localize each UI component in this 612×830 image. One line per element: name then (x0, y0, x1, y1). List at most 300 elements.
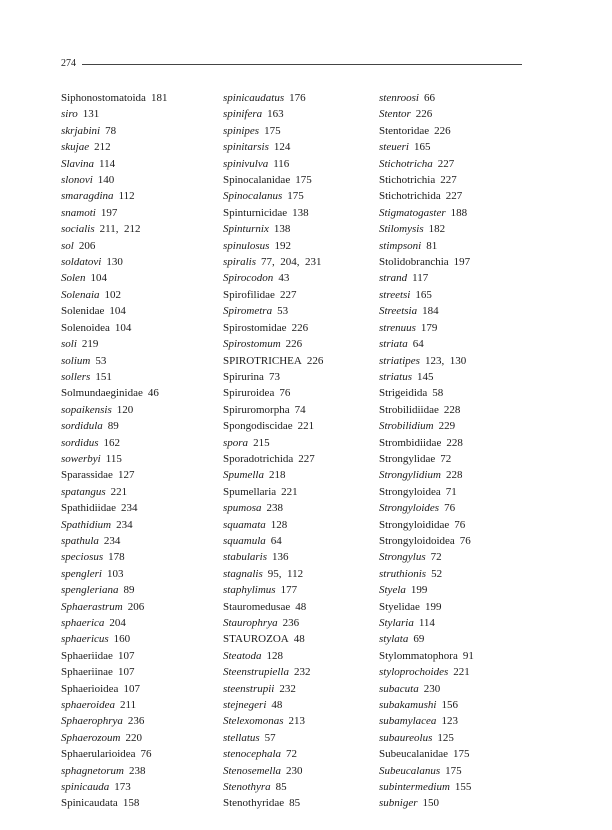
index-entry (379, 648, 539, 664)
index-term: slonovi (61, 174, 93, 187)
index-entry (61, 336, 221, 352)
index-entry (61, 746, 221, 762)
index-term: spengleri (61, 567, 102, 580)
index-page-refs: 232 (279, 682, 296, 695)
index-term: squamula (223, 534, 266, 547)
index-page-refs: 213 (288, 715, 305, 728)
index-term: spengleriana (61, 584, 119, 597)
index-term: Stenosemella (223, 764, 282, 777)
index-term: Strobilidium (379, 420, 434, 433)
index-term: Steatoda (223, 649, 262, 662)
index-entry (61, 484, 221, 500)
index-entry (379, 156, 539, 172)
index-page-refs: 206 (78, 239, 96, 252)
index-term: Spirurina (223, 370, 264, 383)
index-term: solium (61, 354, 91, 367)
index-entry (379, 221, 539, 237)
index-page-refs: 91 (462, 649, 474, 662)
index-page-refs: 221 (297, 420, 315, 433)
index-entry (223, 106, 383, 122)
index-entry (61, 320, 221, 336)
index-entry (379, 795, 539, 811)
index-entry (223, 435, 383, 451)
index-page-refs: 128 (266, 649, 283, 662)
index-term: spinivulva (223, 157, 269, 170)
index-term: sphaerica (61, 617, 105, 629)
index-entry (379, 599, 539, 615)
index-page-refs: 175 (453, 748, 470, 761)
index-page-refs: 64 (270, 534, 282, 547)
index-term: Styela (379, 584, 406, 597)
index-entry (61, 730, 221, 746)
index-term: spinicauda (61, 781, 110, 794)
index-term: Strongyloidea (379, 485, 441, 498)
index-page-refs: 72 (286, 748, 298, 761)
index-term: striatus (379, 370, 413, 383)
index-entry (61, 615, 221, 631)
index-term: Spumella (223, 469, 264, 482)
index-term: sordidula (61, 420, 103, 433)
index-term: Spinocalanidae (223, 174, 291, 187)
index-term: Staurophrya (223, 617, 278, 629)
index-term: subintermedium (379, 781, 450, 794)
index-page-refs: 227 (279, 288, 297, 301)
index-entry (61, 385, 221, 401)
index-page-refs: 236 (282, 617, 300, 629)
index-page-refs: 228 (445, 469, 463, 482)
index-term: Spumellaria (223, 485, 277, 498)
index-term: Strongylidae (379, 452, 436, 465)
index-term: staphylimus (223, 584, 276, 597)
index-entry (379, 697, 539, 713)
index-page-refs: 155 (454, 781, 472, 794)
index-term: skrjabini (61, 124, 101, 137)
index-page-refs: 234 (121, 502, 138, 515)
index-page-refs: 85 (275, 781, 287, 794)
index-entry (223, 320, 383, 336)
index-page-refs: 123 (441, 715, 458, 728)
index-entry (61, 664, 221, 680)
index-entry (223, 254, 383, 270)
index-entry (61, 106, 221, 122)
index-page-refs: 232 (294, 666, 311, 679)
index-page-refs: 175 (445, 764, 462, 777)
index-entry (61, 172, 221, 188)
index-page-refs: 236 (127, 715, 145, 728)
index-term: stylata (379, 633, 409, 646)
index-entry (223, 451, 383, 467)
index-page-refs: 69 (413, 633, 425, 646)
index-entry (379, 582, 539, 598)
index-term: Sphaerastrum (61, 600, 123, 613)
index-term: Spathidium (61, 518, 112, 531)
index-entry (379, 336, 539, 352)
index-term: Styelidae (379, 600, 420, 613)
index-term: stejnegeri (223, 699, 267, 712)
index-page-refs: 228 (443, 403, 461, 416)
index-term: Strombidiidae (379, 436, 442, 449)
index-term: Spinturnicidae (223, 206, 288, 219)
index-term: stenroosi (379, 92, 419, 104)
index-page-refs: 173 (114, 781, 131, 794)
index-page-refs: 160 (113, 633, 131, 646)
index-page-refs: 199 (424, 600, 442, 613)
index-entry (379, 451, 539, 467)
index-page-refs: 234 (103, 534, 121, 547)
index-entry (61, 533, 221, 549)
index-term: Stolidobranchia (379, 256, 449, 269)
index-page-refs: 120 (116, 403, 134, 416)
index-term: spiralis (223, 256, 257, 269)
index-entry (379, 353, 539, 369)
index-entry (61, 287, 221, 303)
index-term: Strongyloidoidea (379, 534, 455, 547)
index-term: subaureolus (379, 731, 433, 744)
index-term: Strobilidiidae (379, 403, 439, 416)
index-term: Stentor (379, 108, 411, 121)
index-entry (379, 664, 539, 680)
index-term: spatangus (61, 485, 106, 498)
index-term: spinipes (223, 124, 260, 137)
index-entry (223, 615, 383, 631)
index-page-refs: 226 (291, 321, 309, 334)
index-entry (379, 681, 539, 697)
index-term: stagnalis (223, 567, 263, 580)
index-page-refs: 212 (94, 141, 111, 154)
index-page-refs: 197 (453, 256, 471, 269)
index-page-refs: 219 (81, 338, 99, 351)
index-entry (379, 188, 539, 204)
index-term: Spiruroidea (223, 387, 275, 400)
index-page-refs: 131 (82, 108, 100, 121)
index-term: styloprochoides (379, 666, 449, 679)
index-entry (61, 90, 221, 106)
index-term: Solen (61, 272, 86, 285)
index-term: soldatovi (61, 256, 102, 269)
index-term: Spirostomidae (223, 321, 287, 334)
index-entry (223, 533, 383, 549)
index-page-refs: 74 (294, 403, 306, 416)
index-entry (379, 533, 539, 549)
index-entry (61, 139, 221, 155)
page-number: 274 (61, 58, 76, 69)
index-page-refs: 72 (440, 452, 452, 465)
index-entry (61, 221, 221, 237)
index-term: Subeucalanus (379, 764, 441, 777)
index-term: subamylacea (379, 715, 437, 728)
index-term: sphaericus (61, 633, 109, 646)
index-term: steueri (379, 141, 409, 154)
index-page-refs: 238 (266, 502, 284, 515)
index-page-refs: 175 (287, 190, 304, 203)
index-entry (379, 566, 539, 582)
index-entry (379, 484, 539, 500)
index-term: skujae (61, 141, 90, 154)
index-entry (223, 139, 383, 155)
index-entry (379, 369, 539, 385)
index-term: striata (379, 338, 408, 351)
index-entry (223, 369, 383, 385)
index-term: Spirofilidae (223, 288, 275, 301)
index-page-refs: 57 (264, 731, 276, 744)
index-page-refs: 226 (415, 108, 433, 121)
index-term: Sphaerophrya (61, 715, 123, 728)
index-page-refs: 199 (410, 584, 428, 597)
index-term: Strongylus (379, 551, 426, 564)
index-entry (223, 599, 383, 615)
index-entry (61, 156, 221, 172)
index-page-refs: 238 (128, 764, 146, 777)
index-term: Sphaerularioidea (61, 748, 136, 761)
index-term: Stichotrichia (379, 174, 436, 187)
index-term: sowerbyi (61, 452, 101, 465)
index-page-refs: 226 (434, 124, 451, 137)
index-entry (379, 303, 539, 319)
index-page-refs: 72 (430, 551, 442, 564)
index-term: Stenothyra (223, 781, 271, 794)
index-term: STAUROZOA (223, 633, 289, 646)
index-entry (223, 500, 383, 516)
index-term: Sphaerioidea (61, 682, 119, 695)
index-term: steenstrupii (223, 682, 275, 695)
index-entry (61, 566, 221, 582)
index-page-refs: 165 (413, 141, 431, 154)
index-term: snamoti (61, 206, 96, 219)
index-entry (61, 500, 221, 516)
index-page-refs: 175 (264, 124, 281, 137)
index-term: Stentoridae (379, 124, 430, 137)
index-page-refs: 77, 204, 231 (261, 256, 322, 269)
index-page-refs: 48 (293, 633, 305, 646)
index-page-refs: 53 (95, 354, 107, 367)
index-term: Slavina (61, 157, 94, 170)
index-page-refs: 145 (417, 370, 434, 383)
index-entry (379, 779, 539, 795)
index-term: sollers (61, 370, 91, 383)
index-entry (61, 123, 221, 139)
index-entry (223, 205, 383, 221)
index-page-refs: 125 (437, 731, 454, 744)
index-page-refs: 112 (118, 190, 135, 203)
index-entry (61, 599, 221, 615)
index-term: soli (61, 338, 77, 351)
index-term: Solenaia (61, 288, 100, 301)
index-term: sol (61, 239, 74, 252)
index-page-refs: 226 (306, 354, 324, 367)
index-page-refs: 53 (277, 305, 289, 318)
index-entry (223, 270, 383, 286)
index-entry (223, 484, 383, 500)
index-entry (223, 385, 383, 401)
index-page-refs: 64 (412, 338, 424, 351)
index-page-refs: 182 (428, 223, 446, 236)
index-term: Solmundaeginidae (61, 387, 143, 400)
index-page-refs: 227 (437, 157, 455, 170)
index-column-3 (379, 90, 539, 812)
index-page-refs: 138 (292, 206, 309, 219)
index-page-refs: 226 (285, 338, 303, 351)
index-entry (61, 549, 221, 565)
index-page-refs: 76 (459, 534, 471, 547)
index-page-refs: 162 (103, 436, 120, 449)
index-page-refs: 114 (418, 617, 435, 629)
index-entry (223, 221, 383, 237)
index-page-refs: 206 (127, 600, 145, 613)
index-term: Sphaerozoum (61, 731, 121, 744)
index-entry (379, 139, 539, 155)
index-entry (223, 402, 383, 418)
index-page-refs: 85 (289, 797, 301, 810)
index-page-refs: 181 (150, 92, 168, 104)
index-entry (379, 517, 539, 533)
index-entry (379, 106, 539, 122)
index-entry (223, 287, 383, 303)
index-page-refs: 73 (268, 370, 280, 383)
index-entry (223, 418, 383, 434)
index-term: Strongylidium (379, 469, 441, 482)
index-page-refs: 95, 112 (267, 567, 304, 580)
index-entry (61, 303, 221, 319)
index-entry (379, 631, 539, 647)
index-page-refs: 165 (415, 288, 432, 301)
index-page-refs: 211, 212 (99, 223, 141, 236)
index-term: subniger (379, 797, 418, 810)
index-term: Steenstrupiella (223, 666, 289, 679)
index-page-refs: 48 (271, 699, 283, 712)
index-term: sphagnetorum (61, 764, 124, 777)
index-page-refs: 52 (431, 567, 443, 580)
index-entry (379, 238, 539, 254)
index-page-refs: 81 (426, 239, 438, 252)
index-term: Stenothyridae (223, 797, 285, 810)
index-page-refs: 228 (446, 436, 463, 449)
index-entry (61, 418, 221, 434)
index-page-refs: 178 (108, 551, 125, 564)
index-term: streetsi (379, 288, 411, 301)
index-page-refs: 71 (445, 485, 457, 498)
index-entry (379, 385, 539, 401)
index-page-refs: 204 (109, 617, 126, 629)
index-term: Spirometra (223, 305, 273, 318)
index-page-refs: 116 (273, 157, 290, 170)
index-entry (223, 467, 383, 483)
index-column-2 (223, 90, 383, 812)
index-page-refs: 177 (280, 584, 298, 597)
index-page-refs: 114 (99, 157, 116, 170)
index-term: Strongyloides (379, 502, 440, 515)
index-entry (223, 172, 383, 188)
index-entry (61, 681, 221, 697)
index-page-refs: 127 (117, 469, 135, 482)
index-term: struthionis (379, 567, 427, 580)
index-page-refs: 229 (438, 420, 456, 433)
index-entry (61, 582, 221, 598)
index-entry (61, 188, 221, 204)
index-entry (223, 730, 383, 746)
index-entry (223, 123, 383, 139)
index-page-refs: 140 (97, 174, 115, 187)
index-term: siro (61, 108, 78, 121)
index-term: spinitarsis (223, 141, 269, 154)
index-entry (223, 697, 383, 713)
index-entry (61, 254, 221, 270)
index-entry (61, 369, 221, 385)
index-entry (379, 320, 539, 336)
index-entry (61, 648, 221, 664)
index-entry (223, 336, 383, 352)
index-term: spinifera (223, 108, 263, 121)
index-term: sordidus (61, 436, 99, 449)
index-page-refs: 227 (440, 174, 457, 187)
index-entry (379, 205, 539, 221)
index-entry (379, 435, 539, 451)
index-term: squamata (223, 518, 266, 531)
index-entry (61, 270, 221, 286)
index-term: strand (379, 272, 408, 285)
index-term: Strigeidida (379, 387, 428, 400)
index-entry (61, 795, 221, 811)
index-entry (379, 500, 539, 516)
index-entry (61, 451, 221, 467)
index-page-refs: 46 (147, 387, 159, 400)
index-page-refs: 211 (119, 699, 137, 712)
index-term: spora (223, 436, 249, 449)
index-entry (223, 303, 383, 319)
index-term: Streetsia (379, 305, 418, 318)
index-term: Stichotricha (379, 157, 433, 170)
index-page-refs: 158 (122, 797, 140, 810)
index-entry (379, 549, 539, 565)
index-entry (379, 730, 539, 746)
index-entry (223, 648, 383, 664)
index-page-refs: 179 (420, 321, 438, 334)
index-term: spathula (61, 534, 99, 547)
index-entry (379, 763, 539, 779)
index-term: stenocephala (223, 748, 282, 761)
index-page-refs: 221 (453, 666, 470, 679)
index-page-refs: 192 (274, 239, 291, 252)
index-entry (223, 779, 383, 795)
index-entry (379, 270, 539, 286)
index-page-refs: 227 (445, 190, 463, 203)
index-page-refs: 76 (279, 387, 291, 400)
index-term: Spinicaudata (61, 797, 118, 810)
index-term: Solenidae (61, 305, 105, 318)
index-page-refs: 221 (110, 485, 128, 498)
index-term: sphaeroidea (61, 699, 115, 712)
index-term: stimpsoni (379, 239, 422, 252)
index-term: stellatus (223, 731, 260, 744)
index-page-refs: 184 (422, 305, 439, 318)
index-page-refs: 48 (295, 600, 307, 613)
index-term: stabularis (223, 551, 268, 564)
index-term: subacuta (379, 682, 419, 695)
index-entry (61, 763, 221, 779)
index-term: Solenoidea (61, 321, 110, 334)
index-page-refs: 107 (117, 649, 135, 662)
index-entry (223, 353, 383, 369)
index-entry (223, 90, 383, 106)
index-page-refs: 89 (107, 420, 119, 433)
index-entry (223, 763, 383, 779)
index-term: Spirocodon (223, 272, 274, 285)
index-entry (223, 188, 383, 204)
index-term: speciosus (61, 551, 104, 564)
index-page-refs: 76 (444, 502, 456, 515)
index-term: spinulosus (223, 239, 270, 252)
index-entry (61, 779, 221, 795)
header-rule (82, 64, 522, 65)
